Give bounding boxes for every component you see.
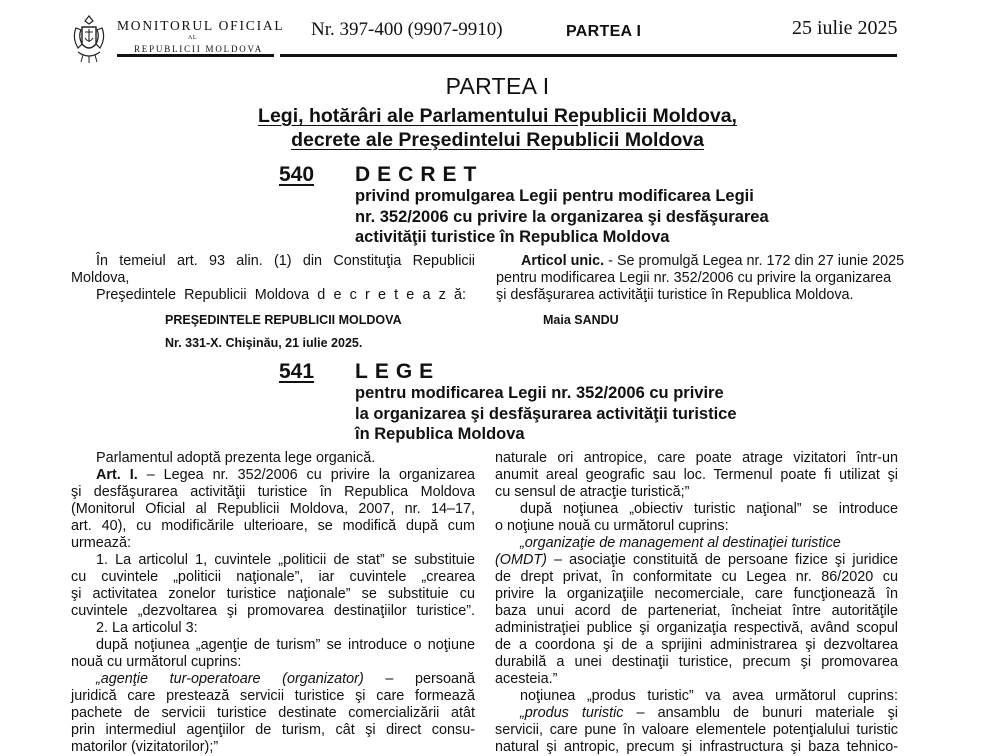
issue-date: 25 iulie 2025 xyxy=(792,17,898,39)
coat-of-arms-icon xyxy=(70,14,108,64)
definition-text: – ansamblu de bunuri materiale şi xyxy=(623,705,898,721)
signatory-role: PREŞEDINTELE REPUBLICII MOLDOVA xyxy=(165,313,402,327)
law-text-line: şi activitatea zonelor turistice naţionale” se substituie cu xyxy=(71,586,475,602)
act-title-line: nr. 352/2006 cu privire la organizarea şi desfăşurarea xyxy=(355,207,769,226)
definition-term: (OMDT) xyxy=(495,552,547,568)
law-text-line: cu sensul de atracţie turistică;” xyxy=(495,484,690,500)
law-text-line: pachete de servicii turistice destinate comercializării atât xyxy=(71,705,475,721)
signatory-name: Maia SANDU xyxy=(543,313,619,327)
decree-article xyxy=(521,253,904,270)
act-title-line: la organizarea şi desfăşurarea activităţii turistice xyxy=(355,404,737,423)
law-text-line: de drept privat, în conformitate cu Legea nr. 86/2020 cu xyxy=(495,569,898,585)
act-title-line: activităţii turistice în Republica Moldova xyxy=(355,228,670,246)
act-number: 541 xyxy=(279,360,315,383)
page-header xyxy=(0,0,995,62)
publication-al: AL xyxy=(188,35,197,41)
law-intro: Parlamentul adoptă prezenta lege organică. xyxy=(96,450,376,466)
law-text-line: administraţiei publice şi organizaţia respectivă, având scopul xyxy=(495,620,898,636)
law-text-line: o noţiune nouă cu următorul cuprins: xyxy=(495,518,729,534)
law-text-line: cuvintele „dezvoltarea şi promovarea destinaţiilor turistice”. xyxy=(71,603,475,619)
act-type: DECRET xyxy=(355,163,484,186)
decree-text-line: Moldova, xyxy=(71,270,130,286)
law-text-line: de a coordona şi de a sprijini administrarea şi dezvoltarea xyxy=(495,637,898,653)
article-text: – Legea nr. 352/2006 cu privire la organizarea xyxy=(137,467,475,483)
act-title-line: pentru modificarea Legii nr. 352/2006 cu privire xyxy=(355,384,724,402)
article-text: - Se promulgă Legea nr. 172 din 27 iunie 2025 xyxy=(604,253,905,269)
publication-subtitle: REPUBLICII MOLDOVA xyxy=(134,44,263,54)
act-number: 540 xyxy=(279,163,315,186)
definition-term: „produs turistic xyxy=(520,705,624,721)
law-text-line: (Monitorul Oficial al Republicii Moldova, 2007, nr. 14–17, xyxy=(71,501,475,517)
law-definition xyxy=(520,705,898,722)
law-article-1 xyxy=(96,467,475,484)
decree-article-line: pentru modificarea Legii nr. 352/2006 cu privire la organizarea xyxy=(496,270,892,286)
law-text-line: matorilor (vizitatorilor);” xyxy=(71,739,219,755)
law-text-line: 1. La articolul 1, cuvintele „politicii de stat” se substituie xyxy=(96,552,475,568)
definition-text: – asociaţie constituită de persoane fizice şi juridice xyxy=(546,552,898,568)
act-type: LEGE xyxy=(355,360,441,383)
law-text-line: baza unui acord de parteneriat, încheiat între autorităţile xyxy=(495,603,898,619)
law-text-line: servicii, care pune în valoare elementele potenţialului turistic xyxy=(495,722,898,738)
article-label: Art. I. xyxy=(96,467,138,483)
law-text-line: după noţiunea „agenţie de turism” se introduce o noţiune xyxy=(96,637,475,653)
definition-term: „agenţie tur-operatoare (organizator) xyxy=(96,671,364,687)
law-text-line: 2. La articolul 3: xyxy=(96,620,198,636)
act-title-line: în Republica Moldova xyxy=(355,425,525,443)
law-text-line: durabilă a unei destinaţii turistice, precum şi promovarea xyxy=(495,654,898,670)
definition-text: – persoană xyxy=(363,671,475,687)
law-text-line: acesteia.” xyxy=(495,671,558,687)
decree-text-line: În temeiul art. 93 alin. (1) din Constituţia Republicii xyxy=(96,253,475,269)
law-text-line: juridică care prestează servicii turistice şi care formează xyxy=(71,688,475,704)
law-text-line: art. 40), cu modificările ulterioare, se modifică după cum xyxy=(71,518,475,534)
part-title: PARTEA I xyxy=(445,73,550,99)
issue-number: Nr. 397-400 (9907-9910) xyxy=(311,19,503,40)
law-text-line: nouă cu următorul cuprins: xyxy=(71,654,242,670)
part-subtitle-line1: Legi, hotărâri ale Parlamentului Republicii Moldova, xyxy=(258,105,737,127)
law-text-line: privire la organizaţiile necomerciale, care funcţionează în xyxy=(495,586,898,602)
law-text-line: anumit areal geografic sau loc. Termenul poate fi utilizat şi xyxy=(495,467,898,483)
header-rule-right xyxy=(280,54,897,57)
act-title-line: privind promulgarea Legii pentru modificarea Legii xyxy=(355,187,754,205)
part-subtitle-line2: decrete ale Preşedintelui Republicii Moldova xyxy=(291,129,704,151)
law-text-line: urmează: xyxy=(71,535,131,551)
header-rule-left xyxy=(117,54,274,57)
law-text-line: şi desfăşurarea activităţii turistice în Republica Moldova xyxy=(71,484,475,500)
law-text-line: naturale ori antropice, care poate atrage vizitatori într-un xyxy=(495,450,898,466)
law-text-line: prin intermediul agenţiilor de turism, cât şi direct consu- xyxy=(71,722,475,738)
law-text-line: noţiunea „produs turistic” va avea următorul cuprins: xyxy=(520,688,898,704)
law-text-line: natural şi antropic, precum şi infrastructura şi baza tehnico- xyxy=(495,739,898,755)
law-definition xyxy=(96,671,475,688)
law-text-line: după noţiunea „obiectiv turistic naţional” se introduce xyxy=(520,501,898,517)
law-text-line: cu cuvintele „politicii naţionale”, iar cuvintele „crearea xyxy=(71,569,475,585)
decree-text-line: Preşedintele Republicii Moldova d e c r e t e a z ă: xyxy=(96,287,466,303)
publication-name: MONITORUL OFICIAL xyxy=(117,18,285,33)
decree-reference: Nr. 331-X. Chişinău, 21 iulie 2025. xyxy=(165,336,363,350)
law-definition xyxy=(495,552,898,569)
decree-article-line: şi desfăşurarea activităţii turistice în Republica Moldova. xyxy=(496,287,854,303)
definition-term: „organizaţie de management al destinaţiei turistice xyxy=(520,535,841,551)
article-label: Articol unic. xyxy=(521,253,605,269)
header-part: PARTEA I xyxy=(566,23,642,40)
